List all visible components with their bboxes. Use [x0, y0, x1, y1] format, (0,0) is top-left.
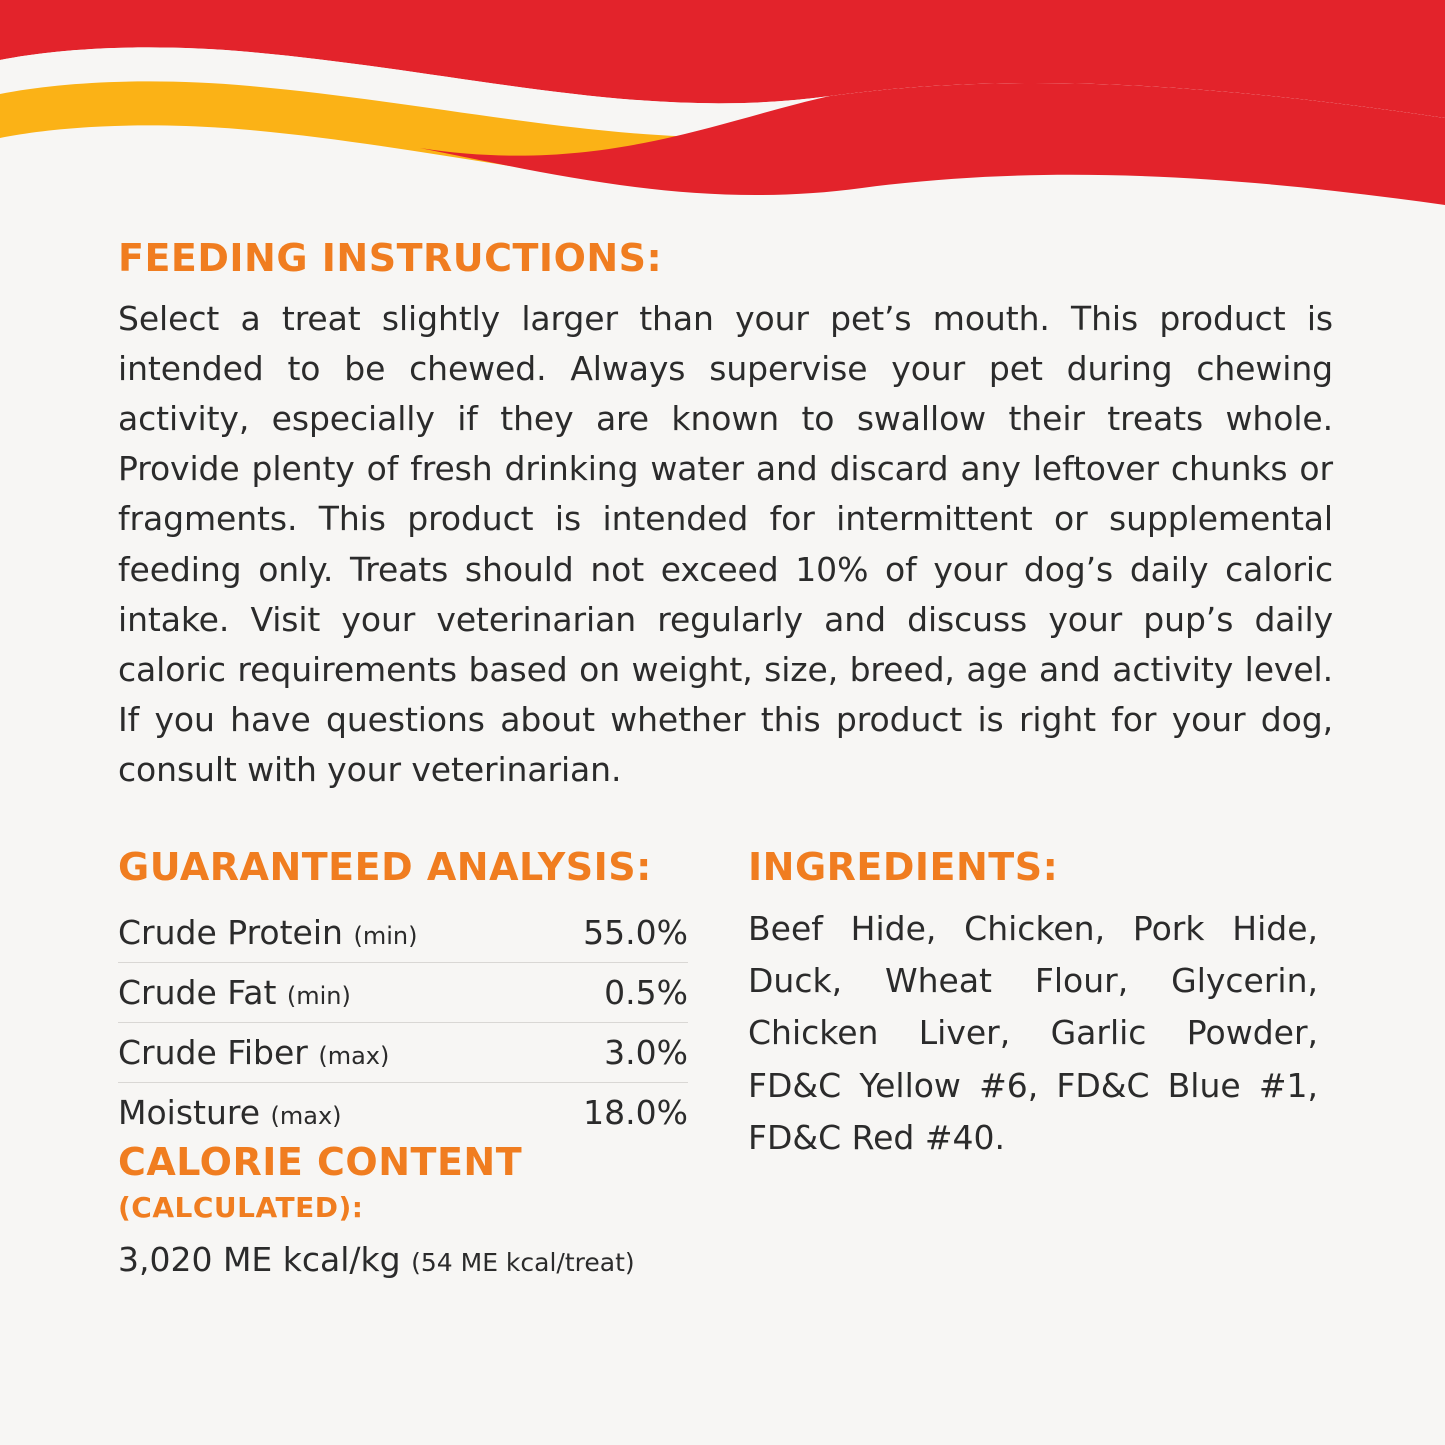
calorie-content-value-row — [118, 1240, 718, 1279]
nutrient-qualifier: (max) — [318, 1042, 390, 1071]
calorie-content-per-treat: (54 ME kcal/treat) — [411, 1247, 635, 1277]
nutrient-name: Crude Fat — [118, 973, 277, 1013]
calorie-content-value: 3,020 ME kcal/kg — [118, 1239, 401, 1279]
table-row — [118, 963, 688, 1023]
table-row — [118, 1083, 688, 1143]
guaranteed-analysis-section — [118, 847, 718, 1278]
feeding-instructions-body: Select a treat slightly larger than your pet’s mouth. This product is intended to be chewed. Always supervise your pet during chewing activity, especially if they are known to swallow their treats whole. Provide plenty of fresh drinking water and discard any leftover chunks or fragments. This product is intended for intermittent or supplemental feeding only. Treats should not exceed 10% of your dog’s daily caloric intake. Visit your veterinarian regularly and discuss your pup’s daily caloric requirements based on weight, size, breed, age and activity level. If you have questions about whether this product is right for your dog, consult with your veterinarian. — [118, 298, 1333, 790]
nutrient-name: Moisture — [118, 1093, 261, 1133]
ingredients-title: INGREDIENTS: — [748, 845, 1059, 890]
nutrient-value: 3.0% — [540, 1023, 688, 1083]
ingredients-body: Beef Hide, Chicken, Pork Hide, Duck, Wheat Flour, Glycerin, Chicken Liver, Garlic Powder, FD&C Yellow #6, FD&C Blue #1, FD&C Red #40. — [748, 909, 1318, 1157]
calorie-content-label: CALORIE CONTENT — [118, 1140, 523, 1185]
nutrient-cell — [118, 903, 540, 963]
guaranteed-analysis-table — [118, 903, 688, 1142]
nutrient-cell — [118, 1083, 540, 1143]
nutrient-qualifier: (min) — [353, 922, 418, 951]
nutrient-name: Crude Fiber — [118, 1033, 308, 1073]
decorative-swoosh-graphic — [0, 0, 1445, 260]
nutrient-cell — [118, 963, 540, 1023]
nutrient-value: 18.0% — [583, 1093, 688, 1133]
calorie-content-title — [118, 1142, 718, 1226]
ingredients-section — [718, 847, 1318, 1278]
label-lower-columns — [118, 847, 1333, 1278]
table-row — [118, 903, 688, 963]
nutrient-name: Crude Protein — [118, 913, 343, 953]
nutrient-qualifier: (max) — [270, 1102, 342, 1131]
nutrient-qualifier: (min) — [286, 982, 351, 1011]
label-content — [118, 238, 1333, 1279]
guaranteed-analysis-title: GUARANTEED ANALYSIS: — [118, 845, 652, 890]
feeding-instructions-title: FEEDING INSTRUCTIONS: — [118, 236, 663, 280]
nutrient-value: 0.5% — [540, 963, 688, 1023]
calorie-content-calculated-label: (CALCULATED): — [118, 1190, 364, 1224]
nutrient-value: 55.0% — [540, 903, 688, 963]
nutrient-cell — [118, 1023, 540, 1083]
table-row — [118, 1023, 688, 1083]
